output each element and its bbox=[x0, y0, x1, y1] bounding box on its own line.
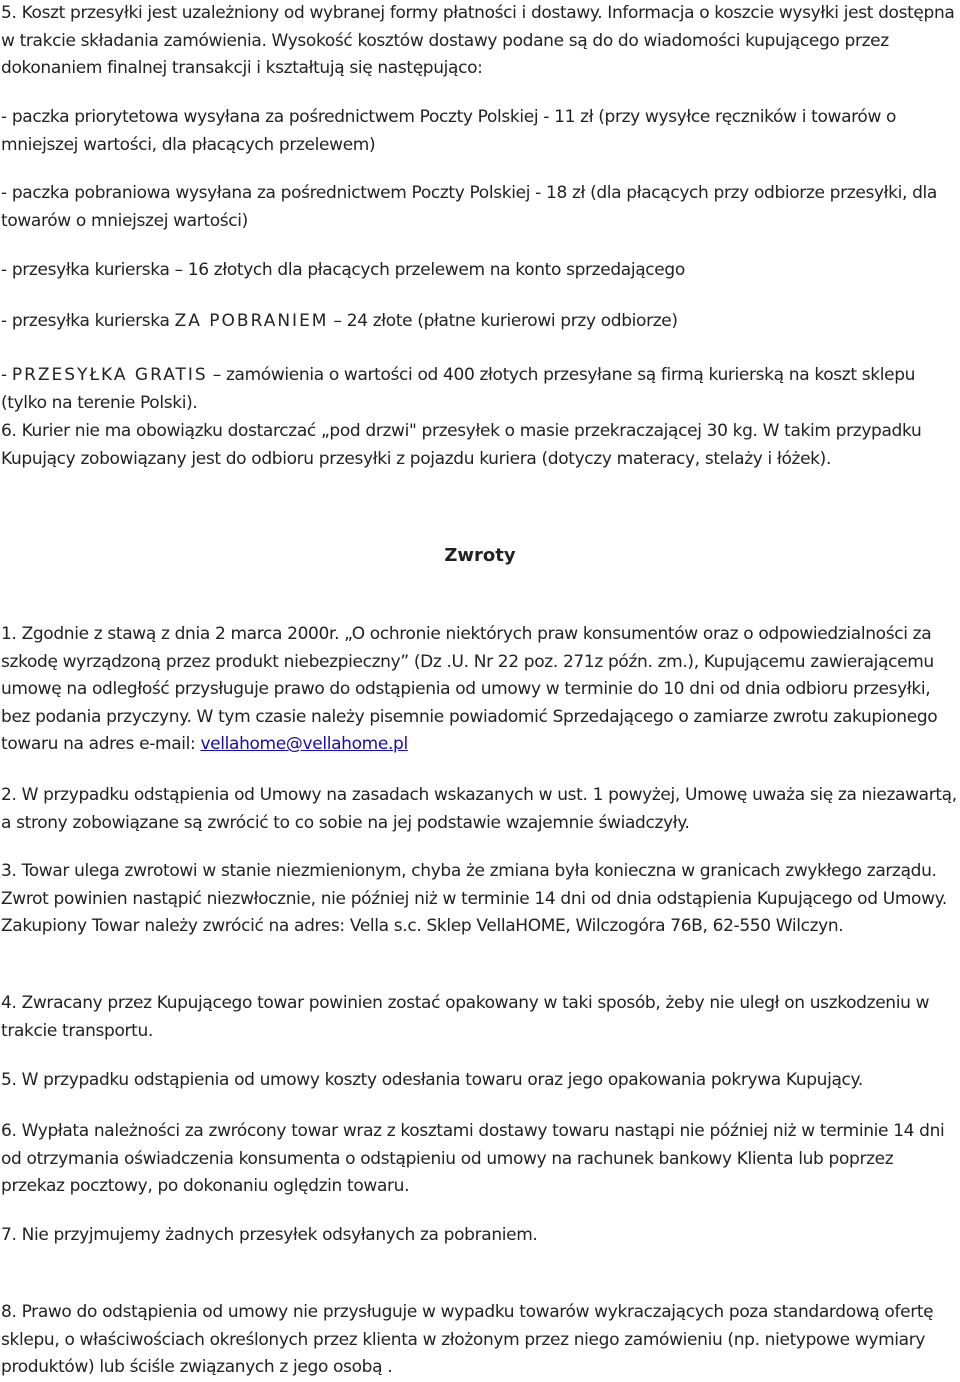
returns-heading: Zwroty bbox=[444, 545, 516, 566]
courier-delivery-paragraph: 6. Kurier nie ma obowiązku dostarczać „pod drzwi" przesyłek o masie przekraczającej 30 kg. W takim przypadku Kupujący zobowiązany jest do odbioru przesyłki z pojazdu kuriera (dotyczy materacy, stelaży i łóżek). bbox=[1, 421, 922, 469]
returns-item-8: 8. Prawo do odstąpienia od umowy nie przysługuje w wypadku towarów wykraczających poza standardową ofertę sklepu, o właściwościach określonych przez klienta w złożonym przez niego zamówieniu (np. nietypowe wymiary produktów) lub ściśle związanych z jego osobą . bbox=[1, 1302, 934, 1377]
shipping-cost-paragraph: 5. Koszt przesyłki jest uzależniony od wybranej formy płatności i dostawy. Informacja o koszcie wysyłki jest dostępna w trakcie składania zamówienia. Wysokość kosztów dostawy podane są do do wiadomości kupującego przez dokonaniem finalnej transakcji i kształtują się następująco: bbox=[1, 3, 955, 78]
shipping-option-courier-cod bbox=[1, 308, 957, 336]
email-link[interactable]: vellahome@vellahome.pl bbox=[200, 734, 408, 754]
returns-item-3: 3. Towar ulega zwrotowi w stanie niezmienionym, chyba że zmiana była konieczna w granicach zwykłego zarządu. Zwrot powinien nastąpić niezwłocznie, nie później niż w terminie 14 dni od dnia odstąpienia Kupującego od Umowy. Zakupiony Towar należy zwrócić na adres: Vella s.c. Sklep VellaHOME, Wilczogóra 76B, 62-550 Wilczyn. bbox=[1, 861, 947, 936]
returns-item-4: 4. Zwracany przez Kupującego towar powinien zostać opakowany w taki sposób, żeby nie uległ on uszkodzeniu w trakcie transportu. bbox=[1, 993, 930, 1041]
free-shipping-suffix: – zamówienia o wartości od 400 złotych przesyłane są firmą kurierską na koszt sklepu (tylko na terenie Polski). bbox=[1, 365, 916, 413]
shipping-option-priority: - paczka priorytetowa wysyłana za pośrednictwem Poczty Polskiej - 11 zł (przy wysyłce ręczników i towarów o mniejszej wartości, dla płacących przelewem) bbox=[1, 107, 897, 155]
shipping-option-free bbox=[1, 362, 957, 417]
free-shipping-prefix: - bbox=[1, 365, 12, 385]
courier-cod-caps: ZA POBRANIEM bbox=[174, 311, 329, 331]
returns-item-5: 5. W przypadku odstąpienia od umowy koszty odesłania towaru oraz jego opakowania pokrywa Kupujący. bbox=[1, 1070, 863, 1090]
returns-item-1-text: 1. Zgodnie z stawą z dnia 2 marca 2000r. „O ochronie niektórych praw konsumentów oraz o odpowiedzialności za szkodę wyrządzoną przez produkt niebezpieczny” (Dz .U. Nr 22 poz. 271z późn. zm.), Kupującemu zawierającemu umowę na odległość przysługuje prawo do odstąpienia od umowy w terminie do 10 dni od dnia odbioru przesyłki, bez podania przyczyny. W tym czasie należy pisemnie powiadomić Sprzedającego o zamiarze zwrotu zakupionego towaru na adres e-mail: bbox=[1, 624, 938, 754]
returns-item-1 bbox=[1, 621, 957, 759]
courier-cod-prefix: - przesyłka kurierska bbox=[1, 311, 175, 331]
courier-cod-suffix: – 24 złote (płatne kurierowi przy odbiorze) bbox=[328, 311, 678, 331]
returns-item-6: 6. Wypłata należności za zwrócony towar wraz z kosztami dostawy towaru nastąpi nie później niż w terminie 14 dni od otrzymania oświadczenia konsumenta o odstąpieniu od umowy na rachunek bankowy Klienta lub poprzez przekaz pocztowy, po dokonaniu oględzin towaru. bbox=[1, 1121, 945, 1196]
shipping-option-cod-post: - paczka pobraniowa wysyłana za pośrednictwem Poczty Polskiej - 18 zł (dla płacących przy odbiorze przesyłki, dla towarów o mniejszej wartości) bbox=[1, 183, 938, 231]
returns-item-2: 2. W przypadku odstąpienia od Umowy na zasadach wskazanych w ust. 1 powyżej, Umowę uważa się za niezawartą, a strony zobowiązane są zwrócić to co sobie na jej podstawie wzajemnie świadczyły. bbox=[1, 785, 957, 833]
shipping-option-courier-transfer: - przesyłka kurierska – 16 złotych dla płacących przelewem na konto sprzedającego bbox=[1, 260, 685, 280]
returns-item-7: 7. Nie przyjmujemy żadnych przesyłek odsyłanych za pobraniem. bbox=[1, 1225, 538, 1245]
free-shipping-caps: PRZESYŁKA GRATIS bbox=[11, 365, 208, 385]
